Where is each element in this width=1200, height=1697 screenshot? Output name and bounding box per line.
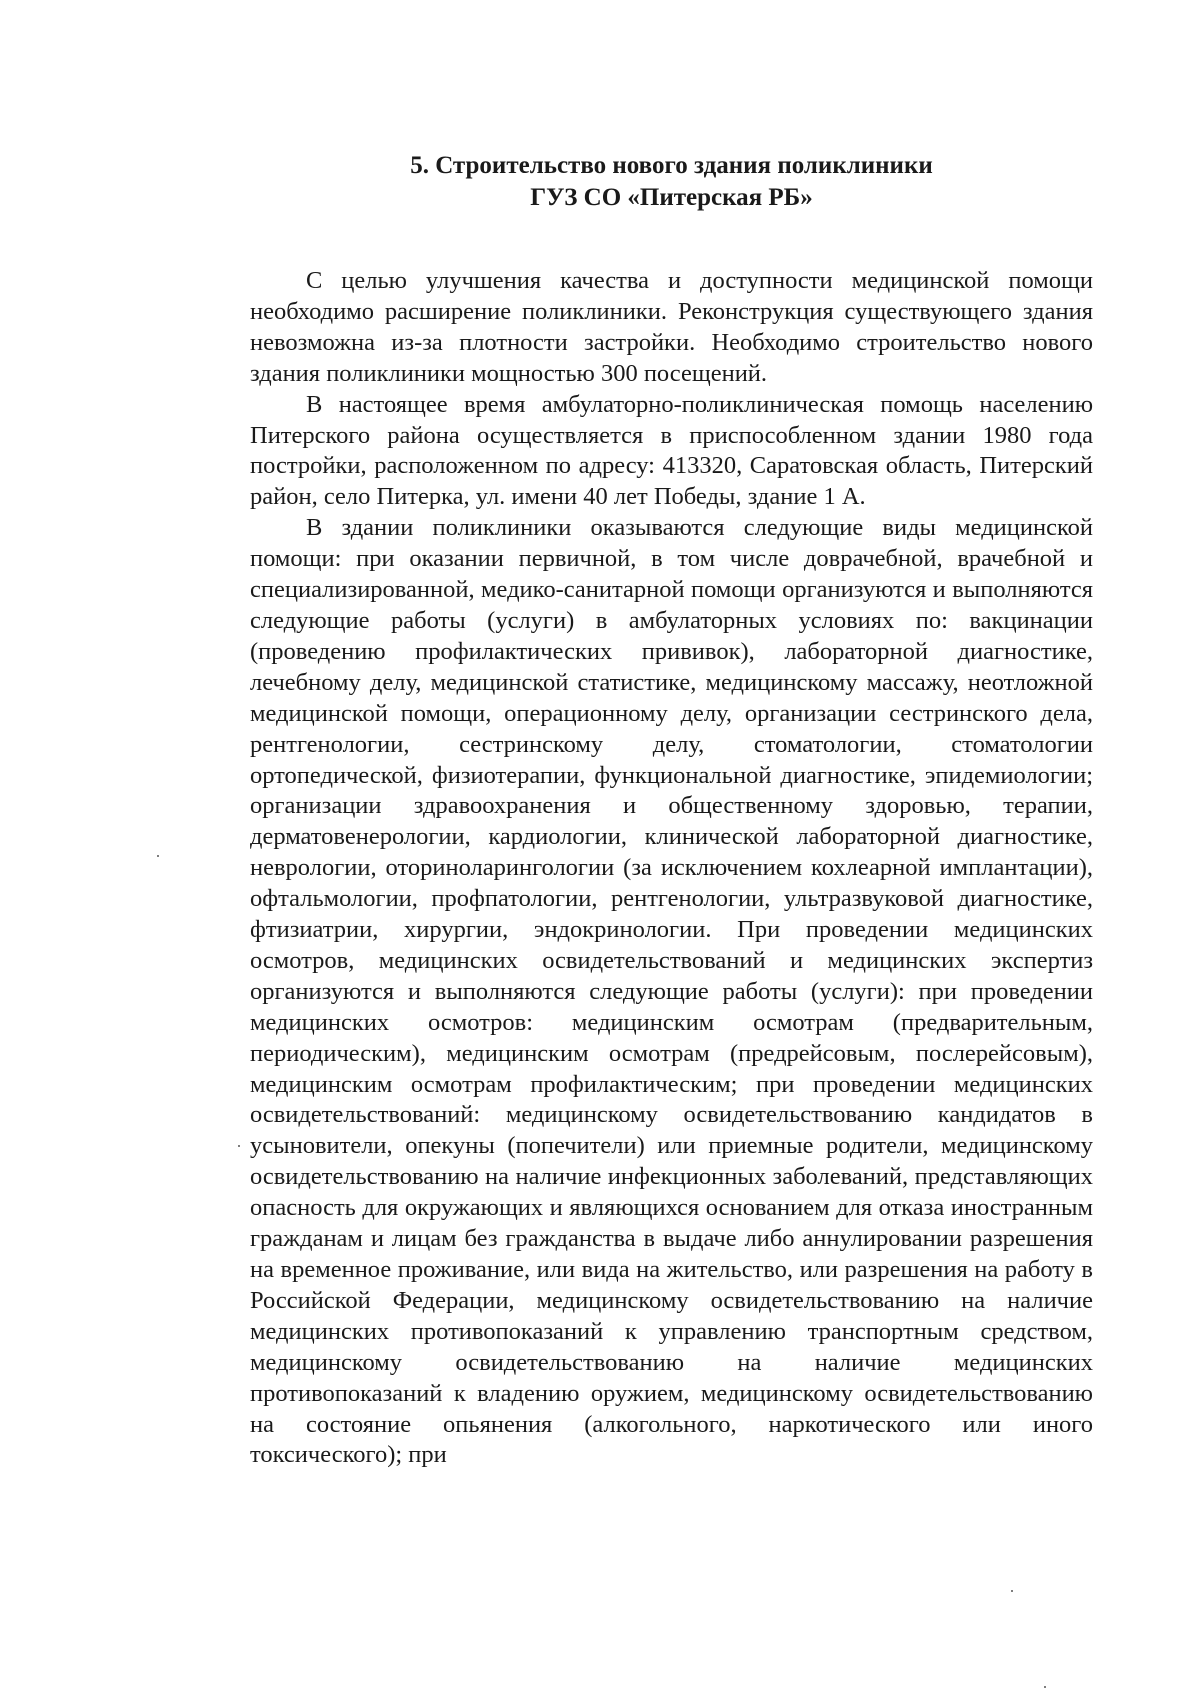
- section-heading: [250, 150, 1093, 214]
- heading-line-1: 5. Строительство нового здания поликлиники: [410, 152, 933, 179]
- scan-speck: [157, 855, 159, 857]
- heading-line-2: ГУЗ СО «Питерская РБ»: [530, 184, 813, 211]
- scan-speck: [238, 1145, 240, 1147]
- body-text: [250, 266, 1093, 1471]
- paragraph-purpose: С целью улучшения качества и доступности медицинской помощи необходимо расширение поликлиники. Реконструкция существующего здания невозможна из-за плотности застройки. Необходимо строительство нового здания поликлиники мощностью 300 посещений.: [250, 267, 1093, 387]
- paragraph-current-building: В настоящее время амбулаторно-поликлиническая помощь населению Питерского района осуществляется в приспособленном здании 1980 года постройки, расположенном по адресу: 413320, Саратовская область, Питерский район, село Питерка, ул. имени 40 лет Победы, здание 1 А.: [250, 390, 1093, 511]
- document-body: [250, 150, 1093, 1471]
- paragraph-medical-services: В здании поликлиники оказываются следующие виды медицинской помощи: при оказании первичной, в том числе доврачебной, врачебной и специализированной, медико-санитарной помощи организуются и выполняются следующие работы (услуги) в амбулаторных условиях по: вакцинации (проведению профилактических прививок), лабораторной диагностике, лечебному делу, медицинской статистике, медицинскому массажу, неотложной медицинской помощи, операционному делу, организации сестринского дела, рентгенологии, сестринскому делу, стоматологии, стоматологии ортопедической, физиотерапии, функциональной диагностике, эпидемиологии; организации здравоохранения и общественному здоровью, терапии, дерматовенерологии, кардиологии, клинической лабораторной диагностике, неврологии, оториноларингологии (за исключением кохлеарной имплантации), офтальмологии, профпатологии, рентгенологии, ультразвуковой диагностике, фтизиатрии, хирургии, эндокринологии. При проведении медицинских осмотров, медицинских освидетельствований и медицинских экспертиз организуются и выполняются следующие работы (услуги): при проведении медицинских осмотров: медицинским осмотрам (предварительным, периодическим), медицинским осмотрам (предрейсовым, послерейсовым), медицинским осмотрам профилактическим; при проведении медицинских освидетельствований: медицинскому освидетельствованию кандидатов в усыновители, опекуны (попечители) или приемные родители, медицинскому освидетельствованию на наличие инфекционных заболеваний, представляющих опасность для окружающих и являющихся основанием для отказа иностранным гражданам и лицам без гражданства в выдаче либо аннулировании разрешения на временное проживание, или вида на жительство, или разрешения на работу в Российской Федерации, медицинскому освидетельствованию на наличие медицинских противопоказаний к управлению транспортным средством, медицинскому освидетельствованию на наличие медицинских противопоказаний к владению оружием, медицинскому освидетельствованию на состояние опьянения (алкогольного, наркотического или иного токсического); при: [250, 514, 1093, 1469]
- scan-speck: [1011, 1590, 1013, 1592]
- scan-speck: [1044, 1686, 1046, 1688]
